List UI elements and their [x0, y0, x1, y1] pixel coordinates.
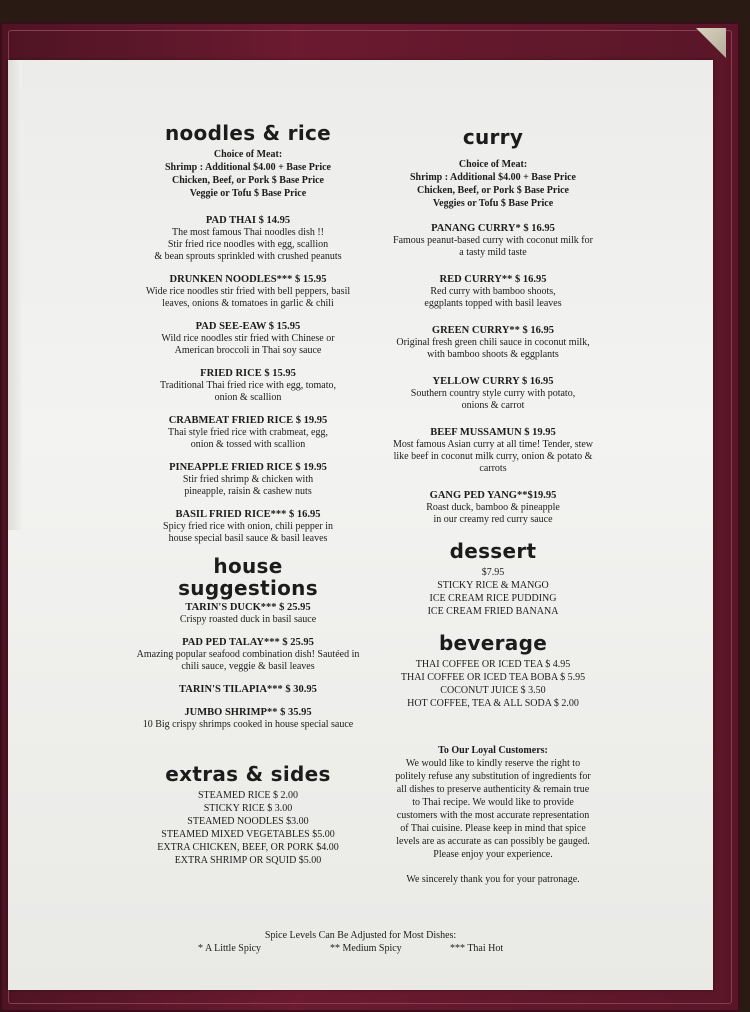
- note-line: Please enjoy your experience.: [433, 849, 553, 860]
- item-desc: house special basil sauce & basil leaves: [168, 533, 328, 544]
- curry-title: curry: [462, 125, 524, 149]
- item-name: JUMBO SHRIMP** $ 35.95: [184, 707, 312, 718]
- menu-item: [378, 426, 608, 475]
- menu-item: [378, 273, 608, 310]
- item-desc: & bean sprouts sprinkled with crushed peanuts: [154, 251, 342, 262]
- menu-item: [108, 414, 388, 451]
- item-desc: Amazing popular seafood combination dish! Sautéed in: [136, 649, 360, 660]
- note-line: levels are as accurate as can possibly be gauged.: [396, 836, 590, 847]
- note-line: all dishes to preserve authenticity & remain true: [396, 784, 590, 795]
- dessert-line: STICKY RICE & MANGO: [437, 580, 549, 591]
- dessert-line: $7.95: [481, 567, 505, 578]
- extras-line: STICKY RICE $ 3.00: [203, 803, 293, 814]
- menu-item: [108, 601, 388, 626]
- extras-line: STEAMED RICE $ 2.00: [198, 790, 298, 801]
- item-desc: Thai style fried rice with crabmeat, egg,: [168, 427, 328, 438]
- menu-item: [108, 461, 388, 498]
- item-desc: chili sauce, veggie & basil leaves: [181, 661, 315, 672]
- curry-meat-choice: [378, 158, 608, 210]
- item-name: BEEF MUSSAMUN $ 19.95: [430, 427, 556, 438]
- menu-item: [378, 222, 608, 259]
- note-title: To Our Loyal Customers:: [438, 745, 548, 756]
- item-desc: Roast duck, bamboo & pineapple: [426, 502, 560, 513]
- menu-item: [108, 508, 388, 545]
- menu-item: [378, 375, 608, 412]
- item-name: TARIN'S TILAPIA*** $ 30.95: [179, 684, 317, 695]
- menu-page: [8, 60, 713, 990]
- extras-list: [108, 789, 388, 867]
- meat-line: Veggie or Tofu $ Base Price: [189, 188, 307, 199]
- item-desc: in our creamy red curry sauce: [433, 514, 553, 525]
- meat-line: Chicken, Beef, or Pork $ Base Price: [171, 175, 324, 186]
- spice-levels: [8, 943, 713, 957]
- item-desc: onion & tossed with scallion: [190, 439, 306, 450]
- spice-heading: Spice Levels Can Be Adjusted for Most Dishes:: [264, 930, 457, 941]
- spice-level-3: *** Thai Hot: [450, 943, 504, 954]
- item-name: CRABMEAT FRIED RICE $ 19.95: [168, 415, 328, 426]
- spice-level-2: ** Medium Spicy: [330, 943, 402, 954]
- dessert-title: dessert: [449, 539, 537, 563]
- menu-item: [378, 324, 608, 361]
- beverage-list: [378, 658, 608, 710]
- item-desc: Original fresh green chili sauce in coconut milk,: [396, 337, 590, 348]
- house-title-line2: suggestions: [178, 576, 318, 600]
- beverage-line: THAI COFFEE OR ICED TEA $ 4.95: [415, 659, 571, 670]
- meat-line: Shrimp : Additional $4.00 + Base Price: [410, 172, 576, 183]
- item-desc: Spicy fried rice with onion, chili pepper in: [163, 521, 333, 532]
- item-name: BASIL FRIED RICE*** $ 16.95: [175, 509, 321, 520]
- menu-item: [108, 706, 388, 731]
- extras-line: STEAMED NOODLES $3.00: [187, 816, 309, 827]
- item-desc: Stir fried shrimp & chicken with: [182, 474, 314, 485]
- meat-title: Choice of Meat:: [458, 159, 528, 170]
- extras-line: EXTRA CHICKEN, BEEF, OR PORK $4.00: [157, 842, 339, 853]
- item-desc: American broccoli in Thai soy sauce: [174, 345, 322, 356]
- item-desc: Wide rice noodles stir fried with bell peppers, basil: [145, 286, 351, 297]
- meat-line: Shrimp : Additional $4.00 + Base Price: [165, 162, 331, 173]
- meat-line: Veggies or Tofu $ Base Price: [432, 198, 554, 209]
- noodles-rice-title: noodles & rice: [164, 121, 332, 145]
- note-line: of Thai cuisine. Please keep in mind that spice: [400, 823, 586, 834]
- item-desc: Traditional Thai fried rice with egg, tomato,: [159, 380, 337, 391]
- spice-legend: [8, 930, 713, 957]
- dessert-line: ICE CREAM RICE PUDDING: [429, 593, 557, 604]
- item-desc: leaves, onions & tomatoes in garlic & chili: [162, 298, 334, 309]
- item-desc: onions & carrot: [461, 400, 525, 411]
- house-title-line1: house: [213, 554, 283, 578]
- customer-note: [378, 744, 608, 886]
- menu-item: [108, 273, 388, 310]
- item-desc: Wild rice noodles stir fried with Chinese or: [161, 333, 335, 344]
- item-desc: Most famous Asian curry at all time! Tender, stew: [392, 439, 594, 450]
- menu-item: [108, 367, 388, 404]
- item-desc: 10 Big crispy shrimps cooked in house special sauce: [142, 719, 354, 730]
- item-desc: onion & scallion: [214, 392, 282, 403]
- noodles-meat-choice: [108, 148, 388, 200]
- item-desc: Southern country style curry with potato,: [410, 388, 576, 399]
- meat-title: Choice of Meat:: [213, 149, 283, 160]
- item-desc: with bamboo shoots & eggplants: [427, 349, 559, 360]
- menu-item: [108, 214, 388, 263]
- item-name: PANANG CURRY* $ 16.95: [431, 223, 555, 234]
- note-line: We would like to kindly reserve the right to: [405, 758, 581, 769]
- item-name: RED CURRY** $ 16.95: [439, 274, 547, 285]
- item-name: FRIED RICE $ 15.95: [200, 368, 296, 379]
- item-desc: eggplants topped with basil leaves: [424, 298, 562, 309]
- item-desc: Famous peanut-based curry with coconut milk for: [393, 235, 593, 246]
- menu-item: [108, 320, 388, 357]
- note-line: politely refuse any substitution of ingredients for: [395, 771, 591, 782]
- spice-level-1: * A Little Spicy: [198, 943, 262, 954]
- beverage-title: beverage: [438, 631, 548, 655]
- item-name: PINEAPPLE FRIED RICE $ 19.95: [169, 462, 327, 473]
- item-name: TARIN'S DUCK*** $ 25.95: [185, 602, 311, 613]
- extras-line: STEAMED MIXED VEGETABLES $5.00: [161, 829, 335, 840]
- left-column: [108, 122, 388, 867]
- item-desc: Red curry with bamboo shoots,: [430, 286, 556, 297]
- paper-fold: [8, 60, 22, 530]
- note-line: customers with the most accurate representation: [396, 810, 590, 821]
- item-name: PAD THAI $ 14.95: [205, 215, 291, 226]
- item-name: PAD PED TALAY*** $ 25.95: [182, 637, 314, 648]
- meat-line: Chicken, Beef, or Pork $ Base Price: [416, 185, 569, 196]
- note-line: to Thai recipe. We would like to provide: [412, 797, 574, 808]
- item-desc: The most famous Thai noodles dish !!: [171, 227, 325, 238]
- item-desc: Stir fried rice noodles with egg, scallion: [167, 239, 329, 250]
- item-name: YELLOW CURRY $ 16.95: [432, 376, 554, 387]
- dessert-line: ICE CREAM FRIED BANANA: [427, 606, 559, 617]
- right-column: [378, 126, 608, 886]
- note-thanks: We sincerely thank you for your patronage.: [406, 874, 580, 885]
- item-desc: Crispy roasted duck in basil sauce: [179, 614, 317, 625]
- item-name: PAD SEE-EAW $ 15.95: [195, 321, 301, 332]
- menu-item: [108, 683, 388, 696]
- item-desc: a tasty mild taste: [459, 247, 527, 258]
- item-name: GREEN CURRY** $ 16.95: [431, 325, 555, 336]
- extras-title: extras & sides: [165, 762, 331, 786]
- item-name: DRUNKEN NOODLES*** $ 15.95: [169, 274, 327, 285]
- item-desc: carrots: [479, 463, 507, 474]
- item-desc: like beef in coconut milk curry, onion & potato &: [393, 451, 593, 462]
- menu-item: [108, 636, 388, 673]
- extras-line: EXTRA SHRIMP OR SQUID $5.00: [174, 855, 322, 866]
- item-desc: pineapple, raisin & cashew nuts: [184, 486, 312, 497]
- menu-item: [378, 489, 608, 526]
- beverage-line: HOT COFFEE, TEA & ALL SODA $ 2.00: [407, 698, 579, 709]
- house-heading: [108, 555, 388, 599]
- dessert-list: [378, 566, 608, 618]
- beverage-line: COCONUT JUICE $ 3.50: [440, 685, 546, 696]
- item-name: GANG PED YANG**$19.95: [429, 490, 557, 501]
- beverage-line: THAI COFFEE OR ICED TEA BOBA $ 5.95: [400, 672, 586, 683]
